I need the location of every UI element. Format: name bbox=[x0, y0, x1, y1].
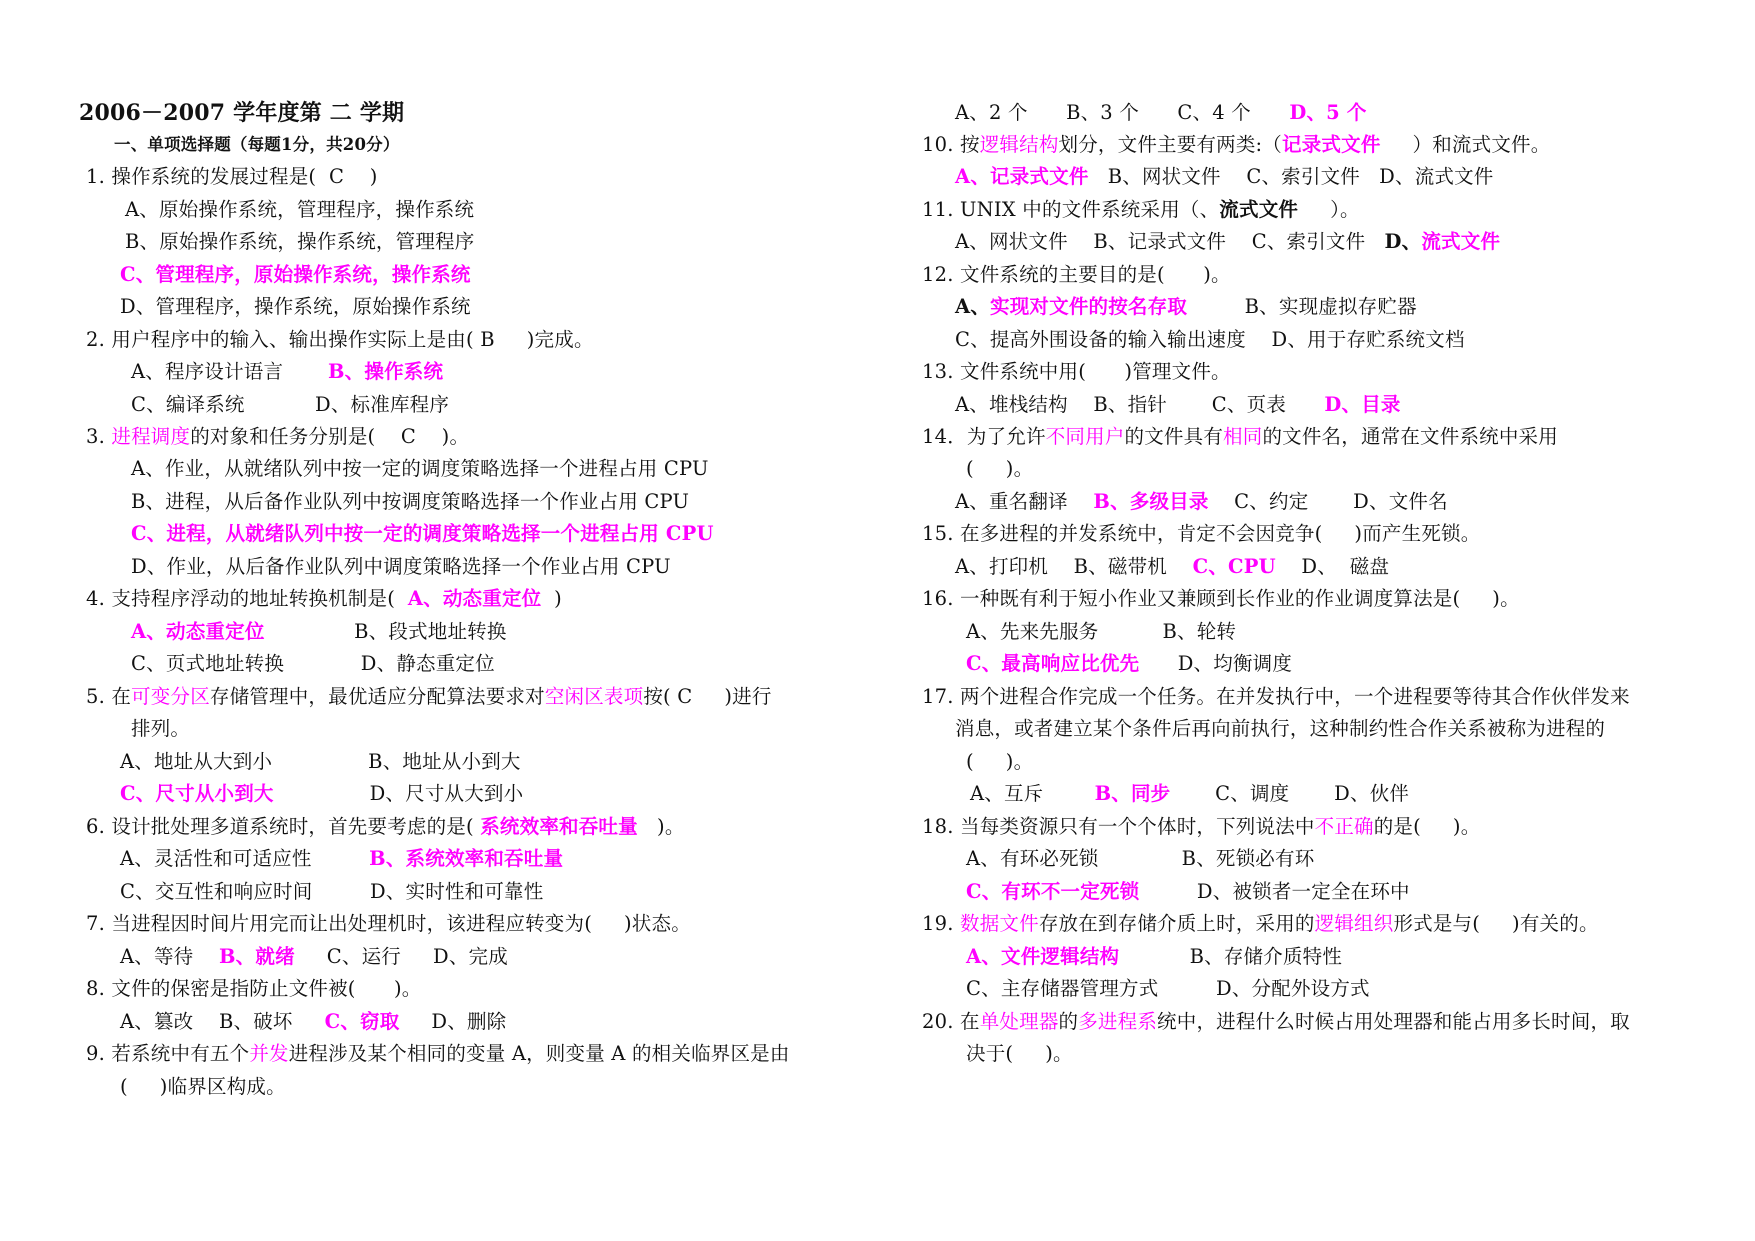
left-line bbox=[131, 714, 190, 744]
text-run: A、打印机 B、磁带机 bbox=[955, 555, 1193, 578]
text-run: 统中，进程什么时候占用处理器和能占用多长时间，取 bbox=[1157, 1010, 1630, 1033]
left-line bbox=[86, 422, 469, 452]
answer-text: B、同步 bbox=[1094, 782, 1171, 805]
text-run: 形式是与( )有关的。 bbox=[1393, 912, 1599, 935]
text-run: 20. 在 bbox=[922, 1010, 980, 1033]
text-run: ( )。 bbox=[966, 750, 1034, 773]
answer-text: 进程调度 bbox=[111, 425, 191, 448]
text-run: D、 磁盘 bbox=[1275, 555, 1390, 578]
right-line bbox=[970, 779, 1409, 809]
text-run: C、交互性和响应时间 D、实时性和可靠性 bbox=[120, 880, 544, 903]
answer-text: A、动态重定位 bbox=[131, 620, 265, 643]
text-run: A、网状文件 B、记录式文件 C、索引文件 bbox=[955, 230, 1385, 253]
answer-text: A、记录式文件 bbox=[955, 165, 1089, 188]
text-run: 的文件具有 bbox=[1124, 425, 1224, 448]
text-run: 16. 一种既有利于短小作业又兼顾到长作业的作业调度算法是( )。 bbox=[922, 587, 1520, 610]
text-run: B、原始操作系统，操作系统，管理程序 bbox=[125, 230, 475, 253]
text-run: 5. 在 bbox=[86, 685, 132, 708]
text-run: B、存储介质特性 bbox=[1119, 945, 1343, 968]
answer-text: 系统效率和吞吐量 bbox=[480, 815, 638, 838]
left-line bbox=[120, 877, 543, 907]
right-line bbox=[955, 98, 1367, 128]
text-run: A、等待 bbox=[120, 945, 219, 968]
left-line bbox=[131, 649, 495, 679]
left-line bbox=[120, 844, 563, 874]
answer-text: C、窃取 bbox=[324, 1010, 400, 1033]
text-run: B、段式地址转换 bbox=[264, 620, 507, 643]
text-run: 7. 当进程因时间片用完而让出处理机时，该进程应转变为( )状态。 bbox=[86, 912, 691, 935]
text-run: A、作业，从就绪队列中按一定的调度策略选择一个进程占用 CPU bbox=[131, 457, 709, 480]
text-run: ）。 bbox=[1298, 198, 1360, 221]
right-line bbox=[922, 357, 1231, 387]
text-run: A、先来先服务 B、轮转 bbox=[966, 620, 1237, 643]
text-run: 存放在到存储介质上时，采用的 bbox=[1038, 912, 1315, 935]
text-run: B、进程，从后备作业队列中按调度策略选择一个作业占用 CPU bbox=[131, 490, 690, 513]
text-run: A、 bbox=[955, 295, 991, 318]
text-run: A、程序设计语言 bbox=[131, 360, 328, 383]
text-run: A、堆栈结构 B、指针 C、页表 bbox=[955, 393, 1325, 416]
answer-text: 数据文件 bbox=[960, 912, 1039, 935]
text-run: 12. 文件系统的主要目的是( )。 bbox=[922, 263, 1231, 286]
right-line bbox=[955, 390, 1401, 420]
left-line bbox=[86, 1039, 790, 1069]
right-line bbox=[955, 552, 1389, 582]
text-run: C、调度 D、伙伴 bbox=[1170, 782, 1410, 805]
text-run: D、 bbox=[1384, 230, 1422, 253]
right-line bbox=[955, 714, 1605, 744]
right-line bbox=[922, 195, 1360, 225]
right-line bbox=[922, 519, 1480, 549]
text-run: 的文件名，通常在文件系统中采用 bbox=[1262, 425, 1558, 448]
text-run: A、篡改 B、破坏 bbox=[120, 1010, 325, 1033]
text-run: 2006－2007 学年度第 二 学期 bbox=[79, 100, 405, 126]
text-run: C、页式地址转换 D、静态重定位 bbox=[131, 652, 495, 675]
answer-text: 不正确 bbox=[1314, 815, 1374, 838]
left-line bbox=[131, 390, 449, 420]
text-run: 9. 若系统中有五个 bbox=[86, 1042, 250, 1065]
text-run: B、实现虚拟存贮器 bbox=[1187, 295, 1417, 318]
answer-text: 逻辑组织 bbox=[1314, 912, 1394, 935]
text-run: D、管理程序，操作系统，原始操作系统 bbox=[120, 295, 471, 318]
text-run: A、重名翻译 bbox=[955, 490, 1094, 513]
answer-text: 可变分区 bbox=[131, 685, 210, 708]
answer-text: 单处理器 bbox=[979, 1010, 1059, 1033]
answer-text: C、有环不一定死锁 bbox=[966, 880, 1140, 903]
text-run: A、原始操作系统，管理程序，操作系统 bbox=[125, 198, 475, 221]
text-run: 一、单项选择题（每题1分，共20分） bbox=[114, 135, 400, 154]
right-line bbox=[966, 974, 1370, 1004]
left-line bbox=[120, 292, 471, 322]
text-run: 3. bbox=[86, 425, 112, 448]
text-run: 消息，或者建立某个条件后再向前执行，这种制约性合作关系被称为进程的 bbox=[955, 717, 1606, 740]
text-run: C、运行 D、完成 bbox=[294, 945, 508, 968]
right-line bbox=[966, 844, 1314, 874]
text-run: D、均衡调度 bbox=[1139, 652, 1293, 675]
answer-text: 逻辑结构 bbox=[979, 133, 1059, 156]
answer-text: 不同用户 bbox=[1045, 425, 1125, 448]
text-run: 按( C )进行 bbox=[643, 685, 772, 708]
right-line bbox=[955, 325, 1465, 355]
text-run: D、作业，从后备作业队列中调度策略选择一个作业占用 CPU bbox=[131, 555, 671, 578]
text-run: A、灵活性和可适应性 bbox=[120, 847, 370, 870]
text-run: D、尺寸从大到小 bbox=[273, 782, 524, 805]
answer-text: B、多级目录 bbox=[1093, 490, 1209, 513]
text-run: ) bbox=[541, 587, 562, 610]
text-run: C、约定 D、文件名 bbox=[1208, 490, 1448, 513]
answer-text: D、5 个 bbox=[1289, 101, 1367, 124]
text-run: 排列。 bbox=[131, 717, 191, 740]
text-run: ）和流式文件。 bbox=[1380, 133, 1551, 156]
text-run: 11. UNIX 中的文件系统采用（、 bbox=[922, 198, 1220, 221]
text-run: 进程涉及某个相同的变量 A，则变量 A 的相关临界区是由 bbox=[288, 1042, 790, 1065]
right-line bbox=[966, 747, 1033, 777]
answer-text: C、管理程序，原始操作系统，操作系统 bbox=[120, 263, 471, 286]
left-line bbox=[125, 195, 474, 225]
left-line bbox=[120, 260, 471, 290]
text-run: 13. 文件系统中用( )管理文件。 bbox=[922, 360, 1231, 383]
left-line bbox=[79, 98, 404, 128]
answer-text: C、尺寸从小到大 bbox=[120, 782, 274, 805]
text-run: 2. 用户程序中的输入、输出操作实际上是由( B )完成。 bbox=[86, 328, 594, 351]
left-line bbox=[120, 779, 523, 809]
right-line bbox=[922, 260, 1231, 290]
right-line bbox=[922, 909, 1599, 939]
text-run: 18. 当每类资源只有一个个体时，下列说法中 bbox=[922, 815, 1315, 838]
text-run: 10. 按 bbox=[922, 133, 980, 156]
answer-text: 实现对文件的按名存取 bbox=[990, 295, 1188, 318]
left-line bbox=[120, 1072, 286, 1102]
answer-text: 并发 bbox=[249, 1042, 289, 1065]
left-line bbox=[114, 130, 400, 160]
answer-text: 记录式文件 bbox=[1282, 133, 1381, 156]
text-run: C、编译系统 D、标准库程序 bbox=[131, 393, 450, 416]
answer-text: 空闲区表项 bbox=[544, 685, 644, 708]
right-line bbox=[966, 454, 1033, 484]
answer-text: 相同 bbox=[1223, 425, 1263, 448]
text-run: 流式文件 bbox=[1219, 198, 1299, 221]
left-line bbox=[131, 617, 507, 647]
text-run: C、提高外围设备的输入输出速度 D、用于存贮系统文档 bbox=[955, 328, 1465, 351]
text-run: 1. 操作系统的发展过程是( C ) bbox=[86, 165, 378, 188]
left-line bbox=[120, 747, 521, 777]
right-line bbox=[955, 487, 1448, 517]
right-line bbox=[922, 422, 1558, 452]
answer-text: B、操作系统 bbox=[327, 360, 444, 383]
left-line bbox=[131, 519, 714, 549]
answer-text: 多进程系 bbox=[1078, 1010, 1158, 1033]
answer-text: C、最高响应比优先 bbox=[966, 652, 1140, 675]
text-run: )。 bbox=[637, 815, 685, 838]
right-line bbox=[966, 1039, 1073, 1069]
right-line bbox=[955, 292, 1417, 322]
text-run: 决于( )。 bbox=[966, 1042, 1073, 1065]
answer-text: C、进程，从就绪队列中按一定的调度策略选择一个进程占用 CPU bbox=[131, 522, 714, 545]
left-line bbox=[120, 1007, 506, 1037]
left-line bbox=[125, 227, 474, 257]
text-run: D、删除 bbox=[399, 1010, 507, 1033]
answer-text: C、CPU bbox=[1192, 555, 1276, 578]
text-run: 存储管理中，最优适应分配算法要求对 bbox=[209, 685, 545, 708]
text-run: ( )。 bbox=[966, 457, 1034, 480]
text-run: C、主存储器管理方式 D、分配外设方式 bbox=[966, 977, 1370, 1000]
left-line bbox=[120, 942, 508, 972]
text-run: 的对象和任务分别是( C )。 bbox=[190, 425, 470, 448]
left-line bbox=[86, 162, 378, 192]
answer-text: B、系统效率和吞吐量 bbox=[369, 847, 564, 870]
right-line bbox=[922, 812, 1480, 842]
left-line bbox=[86, 909, 691, 939]
left-line bbox=[86, 812, 685, 842]
answer-text: B、就绪 bbox=[218, 945, 295, 968]
text-run: A、地址从大到小 B、地址从小到大 bbox=[120, 750, 521, 773]
answer-text: 流式文件 bbox=[1421, 230, 1501, 253]
text-run: 14．为了允许 bbox=[922, 425, 1046, 448]
left-line bbox=[131, 487, 689, 517]
answer-text: A、文件逻辑结构 bbox=[966, 945, 1120, 968]
text-run: D、被锁者一定全在环中 bbox=[1139, 880, 1410, 903]
text-run: A、2 个 B、3 个 C、4 个 bbox=[955, 101, 1290, 124]
answer-text: A、动态重定位 bbox=[407, 587, 542, 610]
left-line bbox=[86, 682, 772, 712]
right-line bbox=[955, 162, 1494, 192]
right-line bbox=[966, 877, 1410, 907]
left-line bbox=[86, 974, 422, 1004]
right-line bbox=[966, 649, 1292, 679]
text-run: 15. 在多进程的并发系统中，肯定不会因竞争( )而产生死锁。 bbox=[922, 522, 1481, 545]
left-line bbox=[86, 325, 594, 355]
right-line bbox=[922, 584, 1520, 614]
left-line bbox=[86, 584, 562, 614]
text-run: B、网状文件 C、索引文件 D、流式文件 bbox=[1088, 165, 1494, 188]
right-line bbox=[922, 130, 1550, 160]
text-run: A、有环必死锁 B、死锁必有环 bbox=[966, 847, 1315, 870]
text-run: 19. bbox=[922, 912, 961, 935]
right-line bbox=[966, 942, 1342, 972]
text-run: 划分，文件主要有两类:（ bbox=[1058, 133, 1283, 156]
left-line bbox=[131, 357, 443, 387]
left-line bbox=[131, 454, 709, 484]
text-run: A、互斥 bbox=[970, 782, 1095, 805]
text-run: 17. 两个进程合作完成一个任务。在并发执行中，一个进程要等待其合作伙伴发来 bbox=[922, 685, 1630, 708]
right-line bbox=[922, 1007, 1630, 1037]
text-run: 4. 支持程序浮动的地址转换机制是( bbox=[86, 587, 408, 610]
right-line bbox=[966, 617, 1236, 647]
text-run: ( )临界区构成。 bbox=[120, 1075, 286, 1098]
right-line bbox=[955, 227, 1500, 257]
left-line bbox=[131, 552, 671, 582]
text-run: 的 bbox=[1058, 1010, 1079, 1033]
answer-text: D、目录 bbox=[1324, 393, 1401, 416]
right-line bbox=[922, 682, 1630, 712]
text-run: 6. 设计批处理多道系统时，首先要考虑的是( bbox=[86, 815, 481, 838]
text-run: 的是( )。 bbox=[1373, 815, 1481, 838]
text-run: 8. 文件的保密是指防止文件被( )。 bbox=[86, 977, 422, 1000]
